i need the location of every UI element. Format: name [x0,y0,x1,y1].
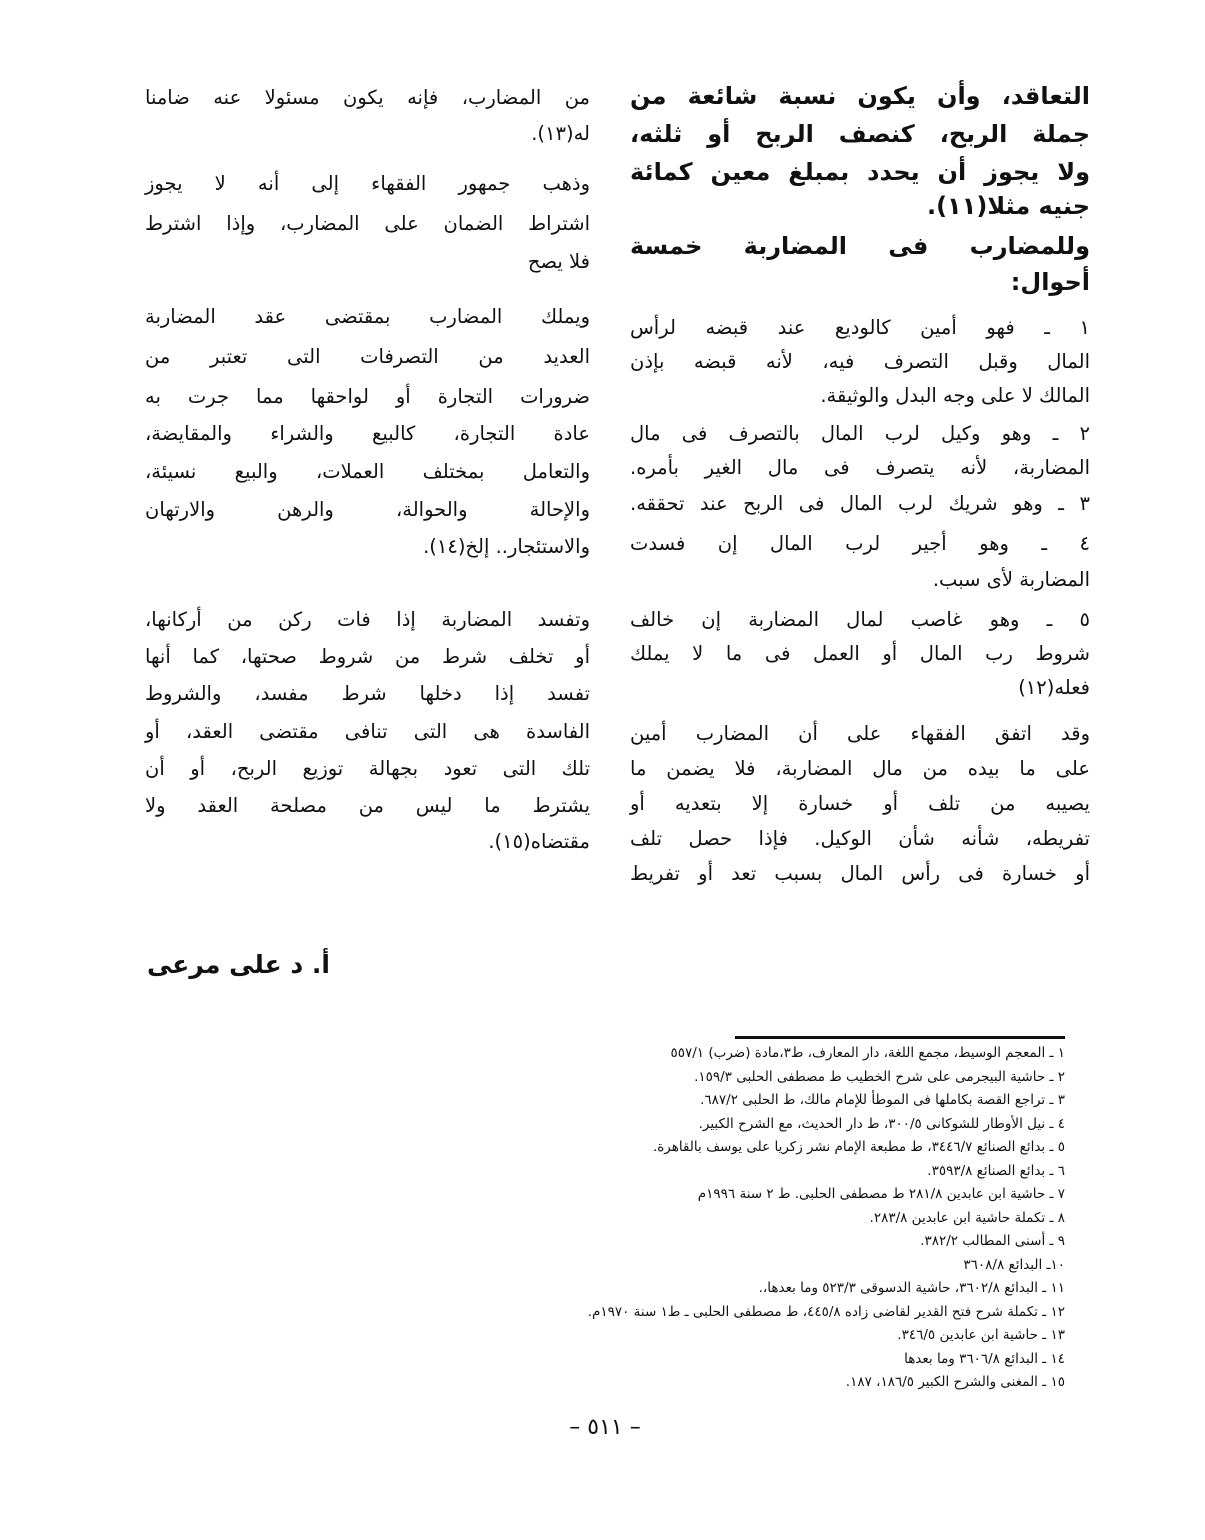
footnote-item: ٥ ـ بدائع الصنائع ٣٤٤٦/٧، ط مطبعة الإمام نشر زكريا على يوسف بالقاهرة. [652,1139,1065,1155]
footnote-item: ١٤ ـ البدائع ٣٦٠٦/٨ وما بعدها [904,1350,1065,1367]
text-line: الفاسدة هى التى تنافى مقتضى العقد، أو [145,720,590,743]
text-line: ٥ ـ وهو غاصب لمال المضاربة إن خالف [630,608,1090,631]
footnote-item: ٨ ـ تكملة حاشية ابن عابدين ٢٨٣/٨. [869,1209,1065,1226]
text-line: وتفسد المضاربة إذا فات ركن من أركانها، [145,608,590,631]
text-line: ضرورات التجارة أو لواحقها مما جرت به [145,385,590,408]
text-line: يشترط ما ليس من مصلحة العقد ولا [145,794,590,817]
text-line: أو خسارة فى رأس المال بسبب تعد أو تفريط [630,862,1090,885]
text-line: المضاربة لأى سبب. [932,568,1090,591]
text-line: من المضارب، فإنه يكون مسئولا عنه ضامنا [145,86,590,109]
text-line: المضاربة، لأنه يتصرف فى مال الغير بأمره. [630,456,1090,479]
footnote-item: ١ ـ المعجم الوسيط، مجمع اللغة، دار المعارف، ط٣،مادة (ضرب) ٥٥٧/١ [670,1045,1065,1061]
text-line: تفريطه، شأنه شأن الوكيل. فإذا حصل تلف [630,827,1090,850]
footnote-item: ٧ ـ حاشية ابن عابدين ٢٨١/٨ ط مصطفى الحلبى. ط ٢ سنة ١٩٩٦م [697,1186,1065,1202]
text-line: العديد من التصرفات التى تعتبر من [145,345,590,368]
text-line: فلا يصح [527,250,590,273]
text-line: مقتضاه(١٥). [488,830,590,853]
heading-line: أحوال: [1010,268,1090,296]
text-line: المال وقبل التصرف فيه، لأنه قبضه بإذن [630,350,1090,373]
text-line: فعله(١٢) [1018,676,1090,699]
footnote-item: ٢ ـ حاشية البيجرمى على شرح الخطيب ط مصطفى الحلبى ١٥٩/٣. [694,1068,1065,1085]
footnote-item: ٤ ـ نيل الأوطار للشوكانى ٣٠٠/٥، ط دار الحديث، مع الشرح الكبير. [698,1115,1065,1132]
text-line: والاستئجار.. إلخ(١٤). [423,535,590,558]
text-line: أو تخلف شرط من شروط صحتها، كما أنها [145,645,590,668]
footnote-item: ١٥ ـ المغنى والشرح الكبير ١٨٦/٥، ١٨٧. [845,1374,1065,1390]
heading-line: ولا يجوز أن يحدد بمبلغ معين كمائة [630,158,1090,186]
text-line: يصيبه من تلف أو خسارة إلا بتعديه أو [630,792,1090,815]
footnote-divider [735,1036,1065,1039]
author-name: أ. د على مرعى [147,950,330,979]
footnote-item: ١٢ ـ تكملة شرح فتح القدير لقاضى زاده ٤٤٥/٨، ط مصطفى الحلبى ـ ط١ سنة ١٩٧٠م. [587,1303,1065,1320]
text-line: شروط رب المال أو العمل فى ما لا يملك [630,642,1090,665]
page-number: – ٥١١ – [569,1415,641,1440]
text-line: والتعامل بمختلف العملات، والبيع نسيئة، [145,460,590,483]
text-line: ويملك المضارب بمقتضى عقد المضاربة [145,305,590,328]
text-line: والإحالة والحوالة، والرهن والارتهان [145,498,590,521]
footnote-item: ١٠ـ البدائع ٣٦٠٨/٨ [963,1256,1065,1273]
text-line: على ما بيده من مال المضاربة، فلا يضمن ما [630,757,1090,780]
text-line: ١ ـ فهو أمين كالوديع عند قبضه لرأس [630,316,1090,339]
text-line: المالك لا على وجه البدل والوثيقة. [820,384,1090,407]
footnote-item: ٣ ـ تراجع القصة بكاملها فى الموطأ للإمام مالك، ط الحلبى ٦٨٧/٢. [700,1092,1065,1108]
heading-line: جملة الربح، كنصف الربح أو ثلثه، [630,120,1090,148]
text-line: تلك التى تعود بجهالة توزيع الربح، أو أن [145,757,590,780]
text-line: تفسد إذا دخلها شرط مفسد، والشروط [145,682,590,705]
heading-line: جنيه مثلا(١١). [926,192,1090,220]
text-line: له(١٣). [531,122,590,145]
text-line: وقد اتفق الفقهاء على أن المضارب أمين [630,722,1090,745]
text-line: ٤ ـ وهو أجير لرب المال إن فسدت [630,532,1090,555]
text-line: عادة التجارة، كالبيع والشراء والمقايضة، [145,422,590,445]
footnote-item: ٦ ـ بدائع الصنائع ٣٥٩٣/٨. [927,1162,1065,1179]
heading-line: التعاقد، وأن يكون نسبة شائعة من [630,82,1090,110]
text-line: وذهب جمهور الفقهاء إلى أنه لا يجوز [145,172,590,195]
text-line: اشتراط الضمان على المضارب، وإذا اشترط [145,212,590,235]
heading-line: وللمضارب فى المضاربة خمسة [630,232,1090,260]
text-line: ٣ ـ وهو شريك لرب المال فى الربح عند تحققه. [630,492,1090,515]
footnote-item: ١١ ـ البدائع ٣٦٠٢/٨، حاشية الدسوقى ٥٢٣/٣ وما بعدها،. [758,1280,1065,1296]
footnote-item: ١٣ ـ حاشية ابن عابدين ٣٤٦/٥. [897,1327,1065,1343]
footnote-item: ٩ ـ أسنى المطالب ٣٨٢/٢. [920,1233,1065,1249]
text-line: ٢ ـ وهو وكيل لرب المال بالتصرف فى مال [630,422,1090,445]
